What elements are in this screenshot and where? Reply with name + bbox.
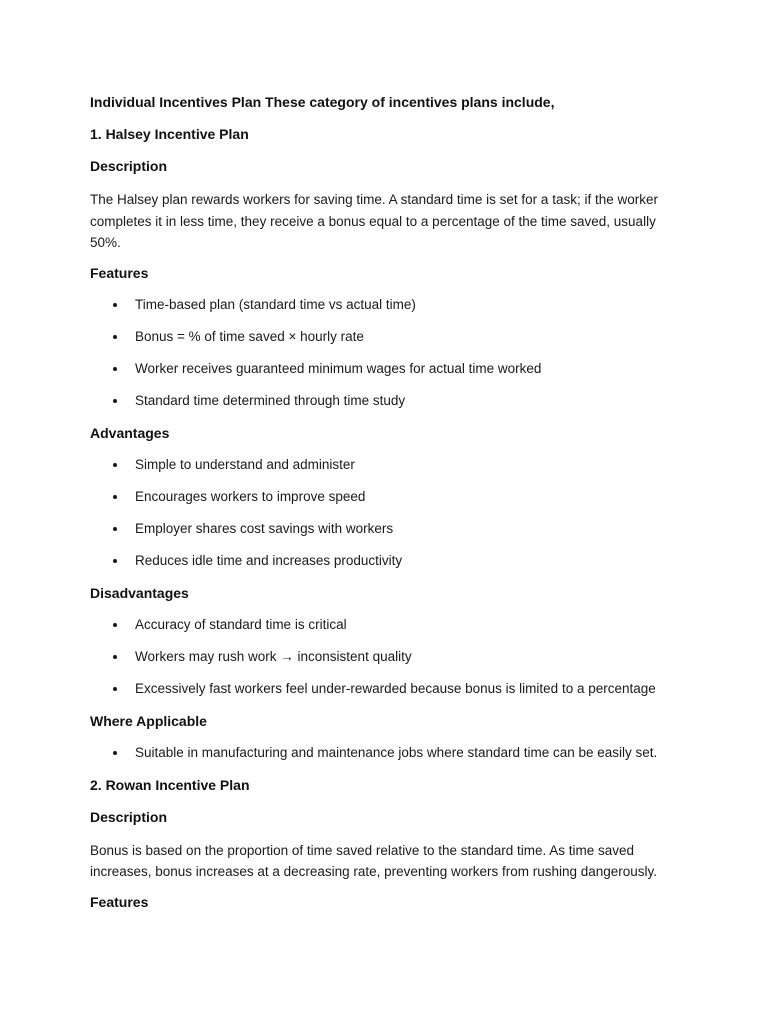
halsey-features-heading: Features <box>90 264 149 281</box>
list-item <box>90 296 678 314</box>
list-item-text: Encourages workers to improve speed <box>135 488 366 504</box>
bullet-icon <box>113 655 117 659</box>
list-item <box>90 552 678 570</box>
bullet-icon <box>113 687 117 691</box>
rowan-description-heading: Description <box>90 808 168 825</box>
bullet-icon <box>113 463 117 467</box>
halsey-description-heading: Description <box>90 158 168 174</box>
bullet-icon <box>113 399 117 403</box>
list-item <box>90 328 678 346</box>
list-item <box>90 488 678 506</box>
bullet-icon <box>113 495 117 499</box>
halsey-advantages-heading: Advantages <box>90 424 170 441</box>
bullet-icon <box>113 559 117 563</box>
bullet-icon <box>113 335 117 339</box>
rowan-features-heading: Features <box>90 893 149 910</box>
halsey-applicable-heading: Where Applicable <box>90 712 207 729</box>
list-item-text: Standard time determined through time study <box>135 392 406 408</box>
list-item-text: Bonus = % of time saved × hourly rate <box>135 328 364 344</box>
list-item <box>90 392 678 410</box>
list-item-text: Workers may rush work → inconsistent quality <box>135 648 412 664</box>
halsey-disadvantages-list <box>90 616 678 698</box>
halsey-features-list <box>90 296 678 410</box>
bullet-icon <box>113 623 117 627</box>
list-item-text: Excessively fast workers feel under-rewarded because bonus is limited to a percentage <box>135 680 656 696</box>
list-item <box>90 648 678 666</box>
bullet-icon <box>113 527 117 531</box>
rowan-title: 2. Rowan Incentive Plan <box>90 776 250 793</box>
list-item-text: Worker receives guaranteed minimum wages for actual time worked <box>135 360 542 376</box>
list-item <box>90 360 678 378</box>
halsey-description: The Halsey plan rewards workers for saving time. A standard time is set for a task; if the worker completes it in less time, they receive a bonus equal to a percentage of the time saved, usually 50%. <box>90 192 658 250</box>
bullet-icon <box>113 303 117 307</box>
list-item-text: Reduces idle time and increases productivity <box>135 552 403 568</box>
rowan-description: Bonus is based on the proportion of time saved relative to the standard time. As time saved increases, bonus increases at a decreasing rate, preventing workers from rushing dangerously. <box>90 842 658 879</box>
halsey-disadvantages-heading: Disadvantages <box>90 584 189 601</box>
bullet-icon <box>113 367 117 371</box>
halsey-applicable-list <box>90 744 678 762</box>
halsey-advantages-list <box>90 456 678 570</box>
halsey-title: 1. Halsey Incentive Plan <box>90 126 249 142</box>
list-item-text: Time-based plan (standard time vs actual time) <box>135 296 416 312</box>
list-item <box>90 680 678 698</box>
list-item-text: Accuracy of standard time is critical <box>135 616 347 632</box>
list-item-text: Employer shares cost savings with workers <box>135 520 394 536</box>
list-item <box>90 744 678 762</box>
list-item <box>90 456 678 474</box>
list-item-text: Simple to understand and administer <box>135 456 355 472</box>
list-item <box>90 520 678 538</box>
bullet-icon <box>113 751 117 755</box>
list-item-text: Suitable in manufacturing and maintenance jobs where standard time can be easily set. <box>135 744 658 760</box>
list-item <box>90 616 678 634</box>
intro-heading: Individual Incentives Plan These category of incentives plans include, <box>90 94 555 110</box>
